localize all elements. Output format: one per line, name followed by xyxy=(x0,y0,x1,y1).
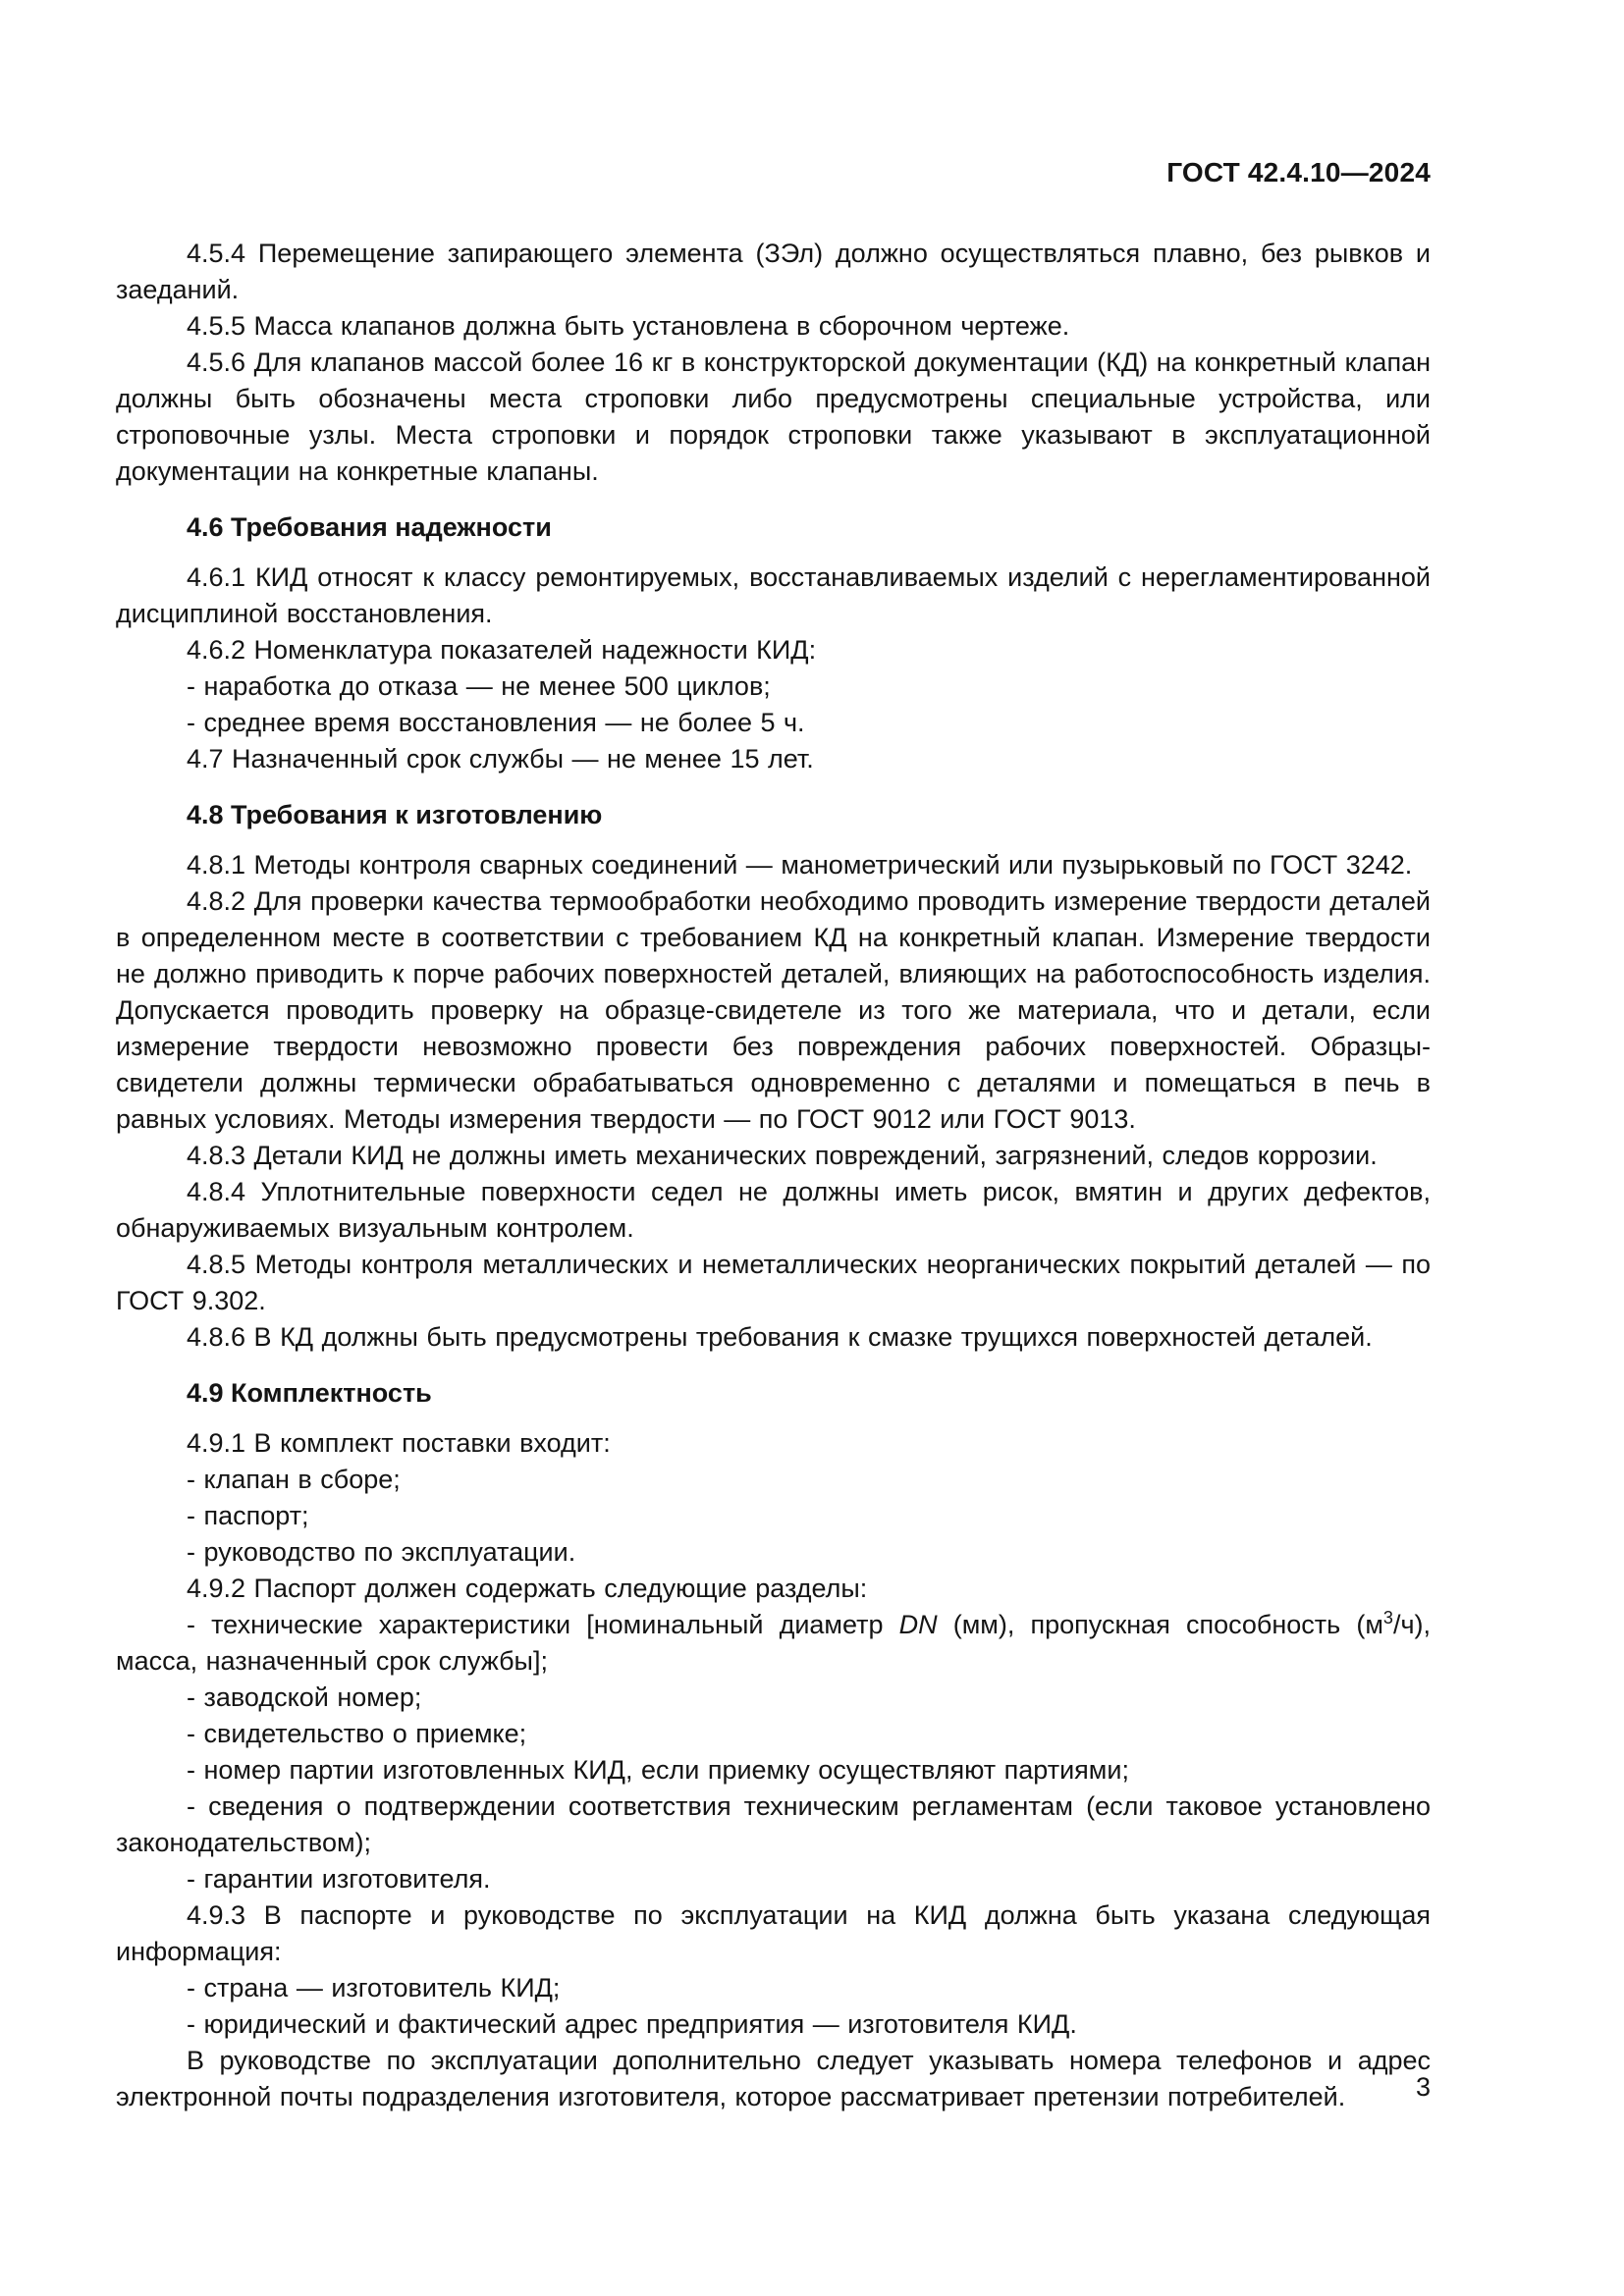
list-item-svidetelstvo: - свидетельство о приемке; xyxy=(187,1719,527,1748)
list-item-rukovodstvo: - руководство по эксплуатации. xyxy=(187,1537,576,1567)
tech-specs-text-post: /ч), масса, назначенный срок службы]; xyxy=(116,1610,1431,1676)
page-number: 3 xyxy=(1415,2072,1431,2102)
para-4-6-1: 4.6.1 КИД относят к классу ремонтируемых, восстанавливаемых изделий с нерегламентированной дисциплиной восстановления. xyxy=(116,562,1431,628)
heading-4-8: 4.8 Требования к изготовлению xyxy=(187,800,603,829)
list-item-srednee-vremya: - среднее время восстановления — не более 5 ч. xyxy=(187,708,805,737)
para-4-8-5: 4.8.5 Методы контроля металлических и неметаллических неорганических покрытий деталей — по ГОСТ 9.302. xyxy=(116,1250,1431,1315)
para-4-6-2: 4.6.2 Номенклатура показателей надежности КИД: xyxy=(187,635,817,665)
tech-specs-text-mid: (мм), пропускная способность (м xyxy=(937,1610,1383,1639)
list-item-strana: - страна — изготовитель КИД; xyxy=(187,1973,561,2002)
para-4-9-1: 4.9.1 В комплект поставки входит: xyxy=(187,1428,611,1458)
tech-specs-text-pre: - технические характеристики [номинальный диаметр xyxy=(187,1610,899,1639)
list-item-klapan-v-sbore: - клапан в сборе; xyxy=(187,1465,401,1494)
list-item-narabotka: - наработка до отказа — не менее 500 циклов; xyxy=(187,671,771,701)
list-item-tech-specs xyxy=(116,1607,1431,1680)
para-rukovodstvo-dopolnitelno: В руководстве по эксплуатации дополнительно следует указывать номера телефонов и адрес электронной почты подразделения изготовителя, которое рассматривает претензии потребителей. xyxy=(116,2046,1431,2111)
para-4-7: 4.7 Назначенный срок службы — не менее 15 лет. xyxy=(187,744,814,774)
list-item-zavodskoy-nomer: - заводской номер; xyxy=(187,1682,422,1712)
para-4-9-3: 4.9.3 В паспорте и руководстве по эксплуатации на КИД должна быть указана следующая информация: xyxy=(116,1900,1431,1966)
heading-4-9: 4.9 Комплектность xyxy=(187,1378,432,1408)
para-4-8-2: 4.8.2 Для проверки качества термообработки необходимо проводить измерение твердости деталей в определенном месте в соответствии с требованием КД на конкретный клапан. Измерение твердости не должно приводить к порче рабочих поверхностей деталей, влияющих на работоспособность изделия. Допускается проводить проверку на образце-свидетеле из того же материала, что и детали, если измерение твердости невозможно провести без повреждения рабочих поверхностей. Образцы-свидетели должны термически обрабатываться одновременно с деталями и помещаться в печь в равных условиях. Методы измерения твердости — по ГОСТ 9012 или ГОСТ 9013. xyxy=(116,886,1431,1134)
list-item-nomer-partii: - номер партии изготовленных КИД, если приемку осуществляют партиями; xyxy=(187,1755,1129,1785)
para-4-8-6: 4.8.6 В КД должны быть предусмотрены требования к смазке трущихся поверхностей деталей. xyxy=(187,1322,1373,1352)
document-body xyxy=(116,236,1431,2115)
para-4-5-6: 4.5.6 Для клапанов массой более 16 кг в конструкторской документации (КД) на конкретный клапан должны быть обозначены места строповки либо предусмотрены специальные устройства, или строповочные узлы. Места строповки и порядок строповки также указывают в эксплуатационной документации на конкретные клапаны. xyxy=(116,347,1431,486)
heading-4-6: 4.6 Требования надежности xyxy=(187,512,552,542)
list-item-adres: - юридический и фактический адрес предприятия — изготовителя КИД. xyxy=(187,2009,1077,2039)
list-item-pasport: - паспорт; xyxy=(187,1501,309,1530)
para-4-8-4: 4.8.4 Уплотнительные поверхности седел не должны иметь рисок, вмятин и других дефектов, обнаруживаемых визуальным контролем. xyxy=(116,1177,1431,1243)
superscript-3: 3 xyxy=(1382,1608,1393,1628)
dn-italic: DN xyxy=(898,1610,938,1639)
para-4-8-3: 4.8.3 Детали КИД не должны иметь механических повреждений, загрязнений, следов коррозии. xyxy=(187,1141,1378,1170)
para-4-8-1: 4.8.1 Методы контроля сварных соединений — манометрический или пузырьковый по ГОСТ 3242. xyxy=(187,850,1413,880)
list-item-garantii: - гарантии изготовителя. xyxy=(187,1864,491,1894)
para-4-9-2: 4.9.2 Паспорт должен содержать следующие разделы: xyxy=(187,1574,868,1603)
document-code: ГОСТ 42.4.10—2024 xyxy=(1166,157,1431,187)
para-4-5-4: 4.5.4 Перемещение запирающего элемента (ЗЭл) должно осуществляться плавно, без рывков и заеданий. xyxy=(116,239,1431,304)
para-4-5-5: 4.5.5 Масса клапанов должна быть установлена в сборочном чертеже. xyxy=(187,311,1070,341)
list-item-svedeniya: - сведения о подтверждении соответствия техническим регламентам (если таковое установлено законодательством); xyxy=(116,1791,1431,1857)
